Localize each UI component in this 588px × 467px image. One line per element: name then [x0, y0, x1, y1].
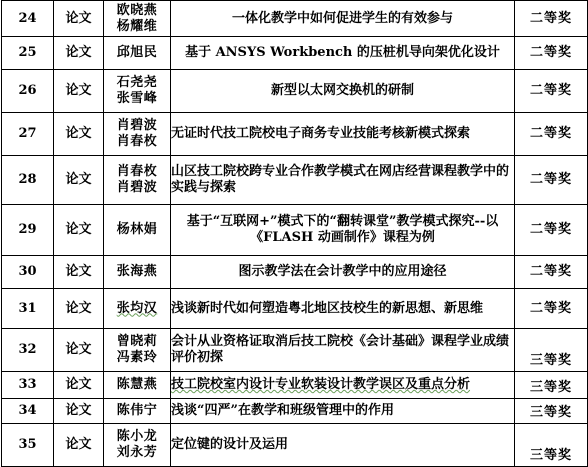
cell-authors — [104, 289, 171, 329]
cell-number: 35 — [2, 424, 54, 467]
cell-number: 25 — [2, 37, 54, 70]
cell-award-level: 二等奖 — [515, 156, 588, 205]
cell-award-level: 二等奖 — [515, 289, 588, 329]
cell-title: 浅谈“四严”在教学和班级管理中的作用 — [171, 399, 515, 424]
cell-number: 34 — [2, 399, 54, 424]
author-name: 陈伟宁 — [116, 403, 158, 418]
cell-title: 基于 ANSYS Workbench 的压桩机导向架优化设计 — [171, 37, 515, 70]
cell-authors — [104, 399, 171, 424]
cell-title: 山区技工院校跨专业合作教学模式在网店经营课程教学中的实践与探索 — [171, 156, 515, 205]
cell-number: 29 — [2, 205, 54, 256]
cell-number: 24 — [2, 1, 54, 37]
table-row — [2, 329, 588, 372]
cell-number: 27 — [2, 113, 54, 156]
cell-title: 基于“互联网+”模式下的“翻转课堂”教学模式探究--以《FLASH 动画制作》课程为例 — [171, 205, 515, 256]
cell-award-level: 二等奖 — [515, 113, 588, 156]
cell-type: 论文 — [54, 289, 104, 329]
table-row — [2, 1, 588, 37]
award-table — [1, 0, 588, 467]
author-name: 陈小龙 — [116, 429, 158, 444]
cell-title: 无证时代技工院校电子商务专业技能考核新模式探索 — [171, 113, 515, 156]
cell-authors — [104, 424, 171, 467]
cell-title: 一体化教学中如何促进学生的有效参与 — [171, 1, 515, 37]
cell-title: 技工院校室内设计专业软装设计教学误区及重点分析 — [171, 372, 515, 399]
cell-number: 32 — [2, 329, 54, 372]
cell-number: 31 — [2, 289, 54, 329]
cell-type: 论文 — [54, 256, 104, 289]
cell-type: 论文 — [54, 1, 104, 37]
cell-title: 浅谈新时代如何塑造粤北地区技校生的新思想、新思维 — [171, 289, 515, 329]
author-name: 张海燕 — [116, 264, 158, 279]
cell-authors — [104, 156, 171, 205]
author-name: 刘永芳 — [116, 445, 158, 460]
cell-number: 28 — [2, 156, 54, 205]
table-row — [2, 289, 588, 329]
author-name: 石尧尧 — [116, 75, 158, 90]
award-table-body — [2, 1, 588, 467]
table-row — [2, 424, 588, 467]
cell-type: 论文 — [54, 205, 104, 256]
cell-authors — [104, 37, 171, 70]
author-name: 杨林娟 — [116, 222, 158, 237]
cell-title: 会计从业资格证取消后技工院校《会计基础》课程学业成绩评价初探 — [171, 329, 515, 372]
cell-type: 论文 — [54, 70, 104, 113]
cell-title: 新型以太网交换机的研制 — [171, 70, 515, 113]
cell-authors — [104, 256, 171, 289]
table-row — [2, 256, 588, 289]
table-row — [2, 70, 588, 113]
cell-award-level: 三等奖 — [515, 329, 588, 372]
cell-authors — [104, 372, 171, 399]
cell-title: 图示教学法在会计教学中的应用途径 — [171, 256, 515, 289]
author-name: 肖春枚 — [116, 164, 158, 179]
cell-authors — [104, 70, 171, 113]
author-name: 欧晓燕 — [116, 2, 158, 18]
cell-award-level: 二等奖 — [515, 256, 588, 289]
cell-type: 论文 — [54, 113, 104, 156]
cell-type: 论文 — [54, 424, 104, 467]
cell-authors — [104, 1, 171, 37]
cell-authors — [104, 329, 171, 372]
cell-number: 30 — [2, 256, 54, 289]
author-name: 邱旭民 — [116, 45, 158, 60]
cell-award-level: 三等奖 — [515, 424, 588, 467]
author-name: 张雪峰 — [116, 91, 158, 106]
author-name: 肖碧波 — [116, 118, 158, 133]
table-row — [2, 205, 588, 256]
cell-authors — [104, 205, 171, 256]
cell-type: 论文 — [54, 37, 104, 70]
author-name: 曾晓莉 — [116, 334, 158, 349]
table-row — [2, 372, 588, 399]
table-row — [2, 37, 588, 70]
cell-type: 论文 — [54, 399, 104, 424]
author-name: 杨耀维 — [116, 18, 158, 34]
cell-number: 33 — [2, 372, 54, 399]
table-row — [2, 156, 588, 205]
cell-award-level: 三等奖 — [515, 399, 588, 424]
cell-award-level: 二等奖 — [515, 37, 588, 70]
cell-type: 论文 — [54, 329, 104, 372]
cell-authors — [104, 113, 171, 156]
table-row — [2, 113, 588, 156]
author-name: 冯素玲 — [116, 350, 158, 365]
cell-type: 论文 — [54, 156, 104, 205]
cell-award-level: 二等奖 — [515, 70, 588, 113]
cell-award-level: 二等奖 — [515, 205, 588, 256]
cell-award-level: 三等奖 — [515, 372, 588, 399]
cell-title: 定位键的设计及运用 — [171, 424, 515, 467]
author-name: 肖碧波 — [116, 180, 158, 195]
author-name: 张均汉 — [116, 300, 158, 316]
cell-award-level: 二等奖 — [515, 1, 588, 37]
cell-number: 26 — [2, 70, 54, 113]
cell-type: 论文 — [54, 372, 104, 399]
author-name: 陈慧燕 — [116, 377, 158, 392]
table-row — [2, 399, 588, 424]
author-name: 肖春枚 — [116, 134, 158, 149]
